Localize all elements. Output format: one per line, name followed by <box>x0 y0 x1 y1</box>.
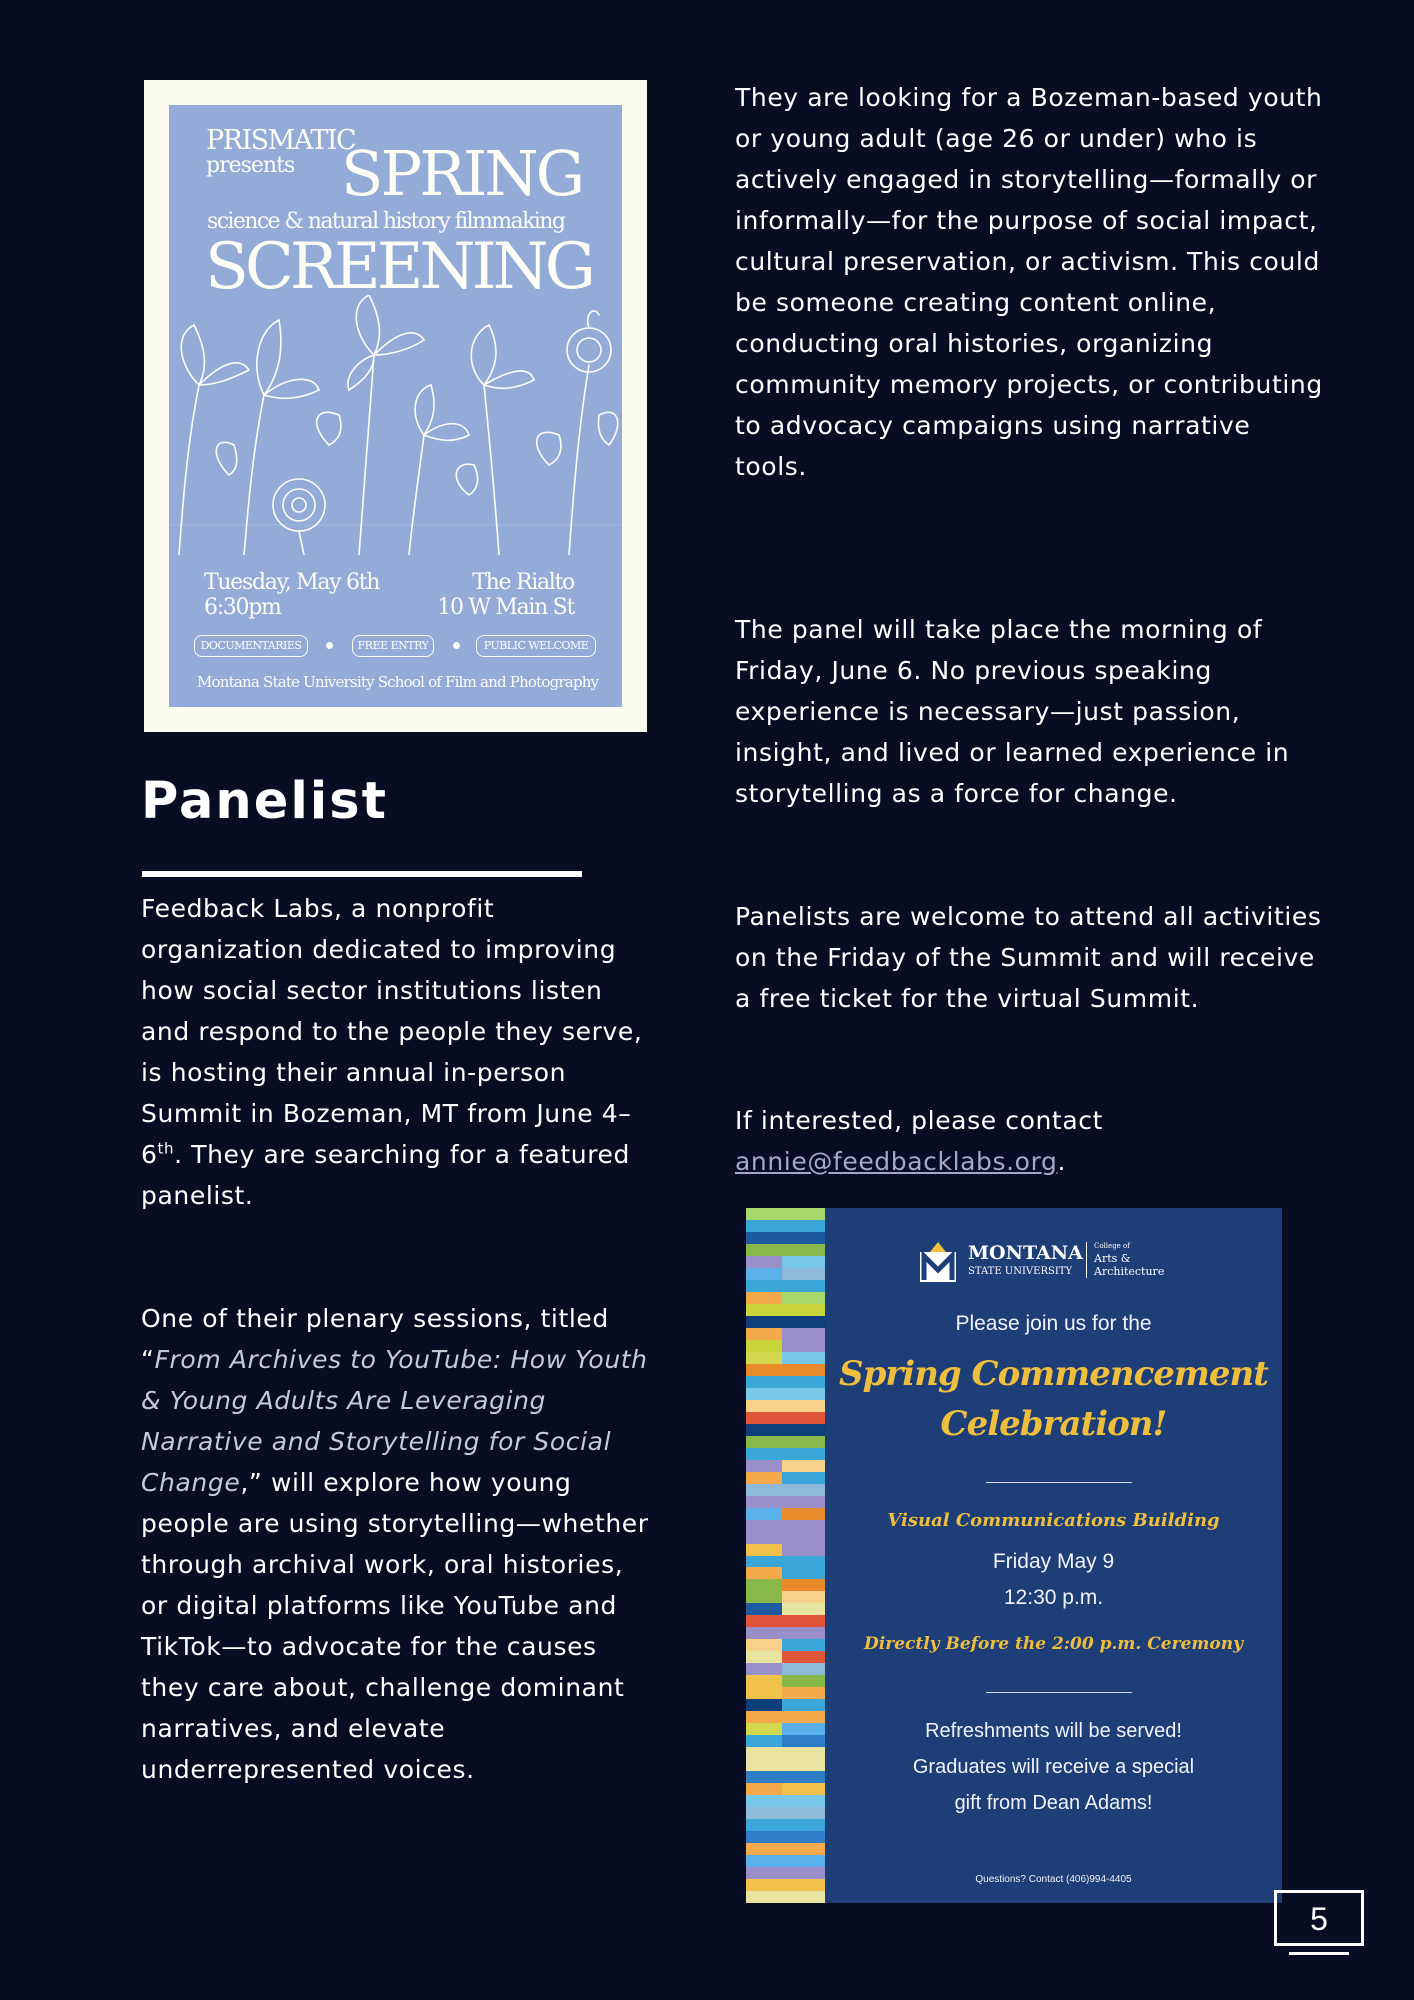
poster-tag: PUBLIC WELCOME <box>476 635 596 657</box>
stripe-block <box>746 1807 825 1819</box>
stripe-block <box>746 1364 825 1376</box>
stripe-block <box>746 1663 782 1675</box>
stripe-block <box>746 1376 825 1388</box>
divider <box>986 1482 1132 1483</box>
college-name-line1: Arts & <box>1094 1252 1131 1265</box>
logo-divider <box>1086 1242 1087 1278</box>
stripe-block <box>746 1472 782 1484</box>
tag-separator-dot <box>326 642 333 649</box>
poster-footer: Montana State University School of Film and Photography <box>197 673 599 691</box>
stripe-block <box>782 1603 825 1615</box>
college-label: College of <box>1094 1242 1130 1250</box>
stripe-block <box>782 1256 825 1268</box>
stripe-block <box>746 1675 782 1687</box>
stripe-block <box>746 1256 782 1268</box>
stripe-block <box>746 1723 782 1735</box>
stripe-block <box>782 1544 825 1556</box>
stripe-block <box>746 1867 825 1879</box>
panelist-intro-paragraph <box>141 888 651 1216</box>
event-day: Friday May 9 <box>992 1550 1115 1573</box>
stripe-block <box>782 1328 825 1340</box>
poster-subtitle: science & natural history filmmaking <box>207 209 565 234</box>
stripe-block <box>782 1723 825 1735</box>
poster-time: 6:30pm <box>204 595 281 620</box>
stripe-block <box>782 1472 825 1484</box>
invite-line: Please join us for the <box>955 1312 1152 1335</box>
stripe-block <box>782 1567 825 1579</box>
session-text-end: ,” will explore how young people are using storytelling—whether through archival work, oral histories, or digital platforms like YouTube and TikTok—to advocate for the causes they care about, challenge dominant narratives, and elevate underrepresented voices. <box>141 1468 649 1784</box>
poster-address: 10 W Main St <box>437 595 574 620</box>
stripe-block <box>746 1220 825 1232</box>
msu-name: MONTANA <box>968 1242 1083 1264</box>
stripe-block <box>746 1591 782 1603</box>
stripe-block <box>782 1292 825 1304</box>
plenary-session-paragraph <box>141 1298 651 1790</box>
stripe-block <box>746 1891 825 1903</box>
stripe-block <box>746 1268 782 1280</box>
stripe-block <box>746 1304 825 1316</box>
stripe-block <box>746 1855 825 1867</box>
poster-inner <box>169 105 622 707</box>
stripe-block <box>746 1687 782 1699</box>
stripe-block <box>782 1591 825 1603</box>
commencement-title-line2: Celebration! <box>940 1404 1167 1444</box>
divider <box>986 1692 1132 1693</box>
contact-line: Questions? Contact (406)994-4405 <box>975 1874 1132 1885</box>
stripe-block <box>782 1268 825 1280</box>
stripe-block <box>746 1819 825 1831</box>
stripe-block <box>746 1699 782 1711</box>
stripe-block <box>782 1735 825 1747</box>
poster-presenter: PRISMATIC <box>206 125 356 156</box>
stripe-block <box>746 1651 782 1663</box>
stripe-block <box>746 1244 825 1256</box>
contact-email-link[interactable]: annie@feedbacklabs.org <box>735 1147 1058 1176</box>
poster-title-screening: SCREENING <box>205 230 592 304</box>
stripe-block <box>746 1292 782 1304</box>
stripe-block <box>782 1639 825 1651</box>
stripe-block <box>746 1843 825 1855</box>
commencement-title-line1: Spring Commencement <box>839 1354 1268 1394</box>
stripe-block <box>746 1567 782 1579</box>
page-number-underline <box>1289 1952 1349 1955</box>
contact-text: If interested, please contact <box>735 1106 1103 1135</box>
session-text: One of their plenary sessions, titled “ <box>141 1304 609 1374</box>
stripe-block <box>746 1412 825 1424</box>
stripe-block <box>746 1232 825 1244</box>
stripe-block <box>782 1508 825 1520</box>
stripe-block <box>746 1759 825 1771</box>
commencement-poster <box>746 1208 1282 1903</box>
stripe-block <box>746 1783 782 1795</box>
stripe-block <box>782 1579 825 1591</box>
panel-timing-paragraph: The panel will take place the morning of Friday, June 6. No previous speaking experience is necessary—just passion, insight, and lived or learned experience in storytelling as a force for change. <box>735 615 1290 808</box>
ordinal-suffix: th <box>157 1139 175 1158</box>
refreshments-line3: gift from Dean Adams! <box>954 1792 1153 1814</box>
session-title: From Archives to YouTube: How Youth & Young Adults Are Leveraging Narrative and Storytelling for Social Change <box>141 1345 648 1497</box>
contact-paragraph <box>735 1100 1325 1182</box>
stripe-block <box>746 1544 782 1556</box>
spring-screening-poster <box>144 80 647 732</box>
stripe-block <box>782 1783 825 1795</box>
stripe-block <box>746 1771 825 1783</box>
stripe-block <box>746 1436 825 1448</box>
stripe-block <box>746 1747 825 1759</box>
event-time: 12:30 p.m. <box>1003 1586 1104 1609</box>
botanical-illustration <box>169 295 622 555</box>
msu-subname: STATE UNIVERSITY <box>968 1266 1073 1277</box>
intro-text: Feedback Labs, a nonprofit organization dedicated to improving how social sector institutions listen and respond to the people they serve, is hosting their annual in-person Summit in Bozeman, MT from June 4–6 <box>141 894 643 1169</box>
stripe-block <box>746 1448 825 1460</box>
stripe-block <box>746 1639 782 1651</box>
msu-m-icon <box>916 1240 960 1282</box>
stripe-block <box>746 1711 825 1723</box>
stripe-block <box>746 1556 825 1568</box>
stripe-block <box>782 1675 825 1687</box>
stripe-block <box>782 1460 825 1472</box>
stripe-block <box>746 1208 825 1220</box>
stripe-block <box>746 1400 825 1412</box>
stripe-block <box>746 1879 825 1891</box>
stripe-block <box>746 1532 825 1544</box>
heading-underline <box>142 871 582 877</box>
page-number: 5 <box>1274 1890 1364 1946</box>
poster-tag: DOCUMENTARIES <box>194 635 308 657</box>
stripe-block <box>746 1484 825 1496</box>
stripe-block <box>746 1460 782 1472</box>
stripe-block <box>746 1508 782 1520</box>
poster-title-spring: SPRING <box>341 137 583 210</box>
college-name-line2: Architecture <box>1094 1265 1165 1278</box>
refreshments-line2: Graduates will receive a special <box>912 1756 1195 1778</box>
intro-text-end: . They are searching for a featured panelist. <box>141 1140 630 1210</box>
location-line: Visual Communications Building <box>887 1510 1220 1531</box>
panelist-benefits-paragraph: Panelists are welcome to attend all activities on the Friday of the Summit and will receive a free ticket for the virtual Summit. <box>735 902 1322 1013</box>
poster-presents: presents <box>206 153 295 178</box>
stripe-block <box>746 1316 825 1328</box>
stripe-block <box>782 1651 825 1663</box>
ceremony-note: Directly Before the 2:00 p.m. Ceremony <box>864 1634 1243 1654</box>
stripe-block <box>746 1424 825 1436</box>
refreshments-line1: Refreshments will be served! <box>925 1720 1182 1742</box>
stripe-block <box>746 1735 782 1747</box>
section-heading: Panelist <box>141 772 389 831</box>
stripe-block <box>746 1615 825 1627</box>
poster-tag: FREE ENTRY <box>352 635 434 657</box>
stripe-block <box>746 1831 825 1843</box>
stripe-block <box>746 1603 782 1615</box>
tag-separator-dot <box>453 642 460 649</box>
stripe-block <box>782 1687 825 1699</box>
stripe-block <box>782 1663 825 1675</box>
stripe-block <box>746 1795 825 1807</box>
contact-period: . <box>1057 1147 1067 1176</box>
eligibility-paragraph: They are looking for a Bozeman-based youth or young adult (age 26 or under) who is actively engaged in storytelling—formally or informally—for the purpose of social impact, cultural preservation, or activism. This could be someone creating content online, conducting oral histories, organizing community memory projects, or contributing to advocacy campaigns using narrative tools. <box>735 83 1323 481</box>
stripe-block <box>782 1340 825 1352</box>
stripe-block <box>746 1328 782 1340</box>
stripe-block <box>782 1352 825 1364</box>
stripe-block <box>782 1699 825 1711</box>
stripe-block <box>746 1280 825 1292</box>
poster-venue: The Rialto <box>472 570 574 595</box>
stripe-block <box>746 1352 782 1364</box>
color-block-stripe <box>746 1208 825 1903</box>
stripe-block <box>746 1579 782 1591</box>
stripe-block <box>746 1627 825 1639</box>
stripe-block <box>746 1496 825 1508</box>
stripe-block <box>746 1520 825 1532</box>
stripe-block <box>746 1388 825 1400</box>
stripe-block <box>746 1340 782 1352</box>
poster-date: Tuesday, May 6th <box>204 570 380 595</box>
